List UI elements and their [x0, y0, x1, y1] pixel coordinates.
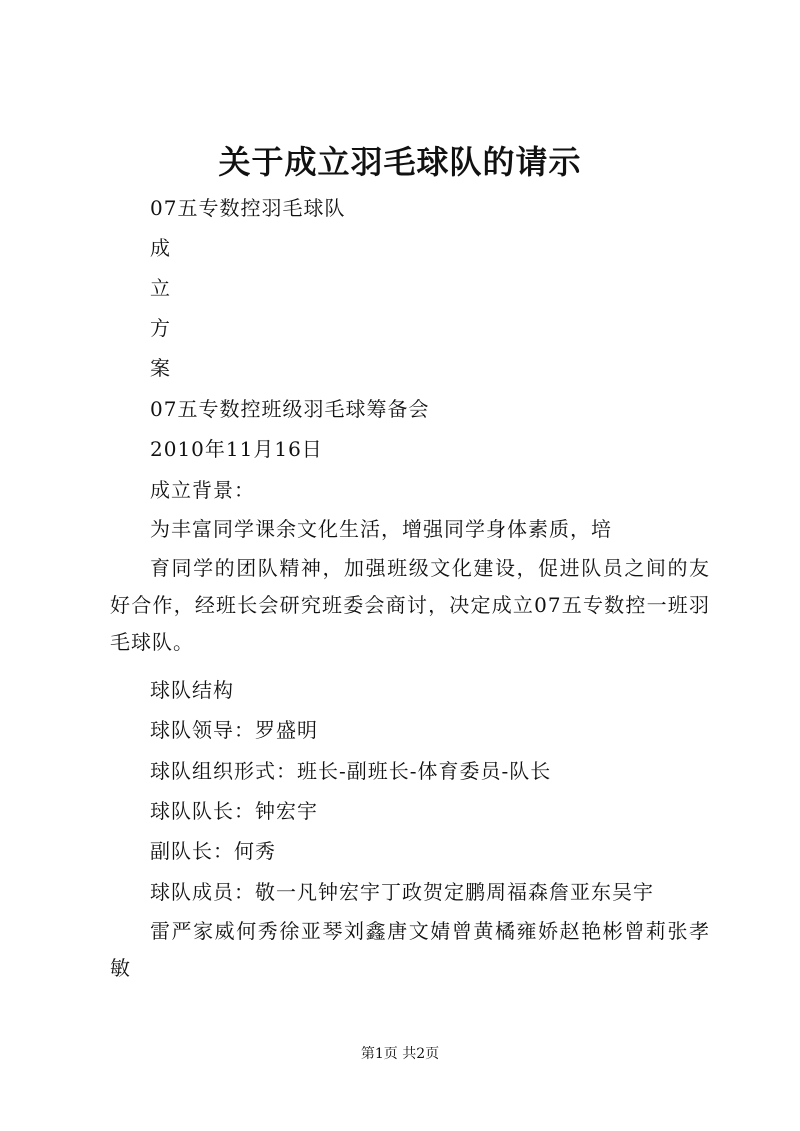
- vice-captain-line: 副队长：何秀: [150, 839, 276, 863]
- captain-line: 球队队长：钟宏宇: [150, 799, 318, 823]
- committee-line: 07五专数控班级羽毛球筹备会: [150, 397, 430, 421]
- vertical-char-2: 立: [150, 276, 171, 300]
- vertical-char-1: 成: [150, 236, 171, 260]
- vertical-char-4: 案: [150, 356, 171, 380]
- document-title: 关于成立羽毛球队的请示: [218, 143, 582, 181]
- background-heading: 成立背景：: [150, 478, 255, 502]
- team-structure-heading: 球队结构: [150, 678, 234, 702]
- members-paragraph: 雷严家威何秀徐亚琴刘鑫唐文婧曾黄橘雍娇赵艳彬曾莉张孝敏: [110, 919, 710, 980]
- background-paragraph: 育同学的团队精神，加强班级文化建设，促进队员之间的友好合作，经班长会研究班委会商讨，决定成立07五专数控一班羽毛球队。: [110, 556, 710, 654]
- team-name-line: 07五专数控羽毛球队: [150, 196, 346, 220]
- team-leader-line: 球队领导：罗盛明: [150, 718, 318, 742]
- members-line: 球队成员：敬一凡钟宏宇丁政贺定鹏周福森詹亚东吴宇: [150, 880, 654, 904]
- organization-form-line: 球队组织形式：班长-副班长-体育委员-队长: [150, 759, 552, 783]
- vertical-char-3: 方: [150, 316, 171, 340]
- background-intro-line: 为丰富同学课余文化生活，增强同学身体素质，培: [150, 517, 612, 541]
- page-footer: 第1页 共2页: [360, 1046, 440, 1062]
- date-line: 2010年11月16日: [150, 437, 323, 461]
